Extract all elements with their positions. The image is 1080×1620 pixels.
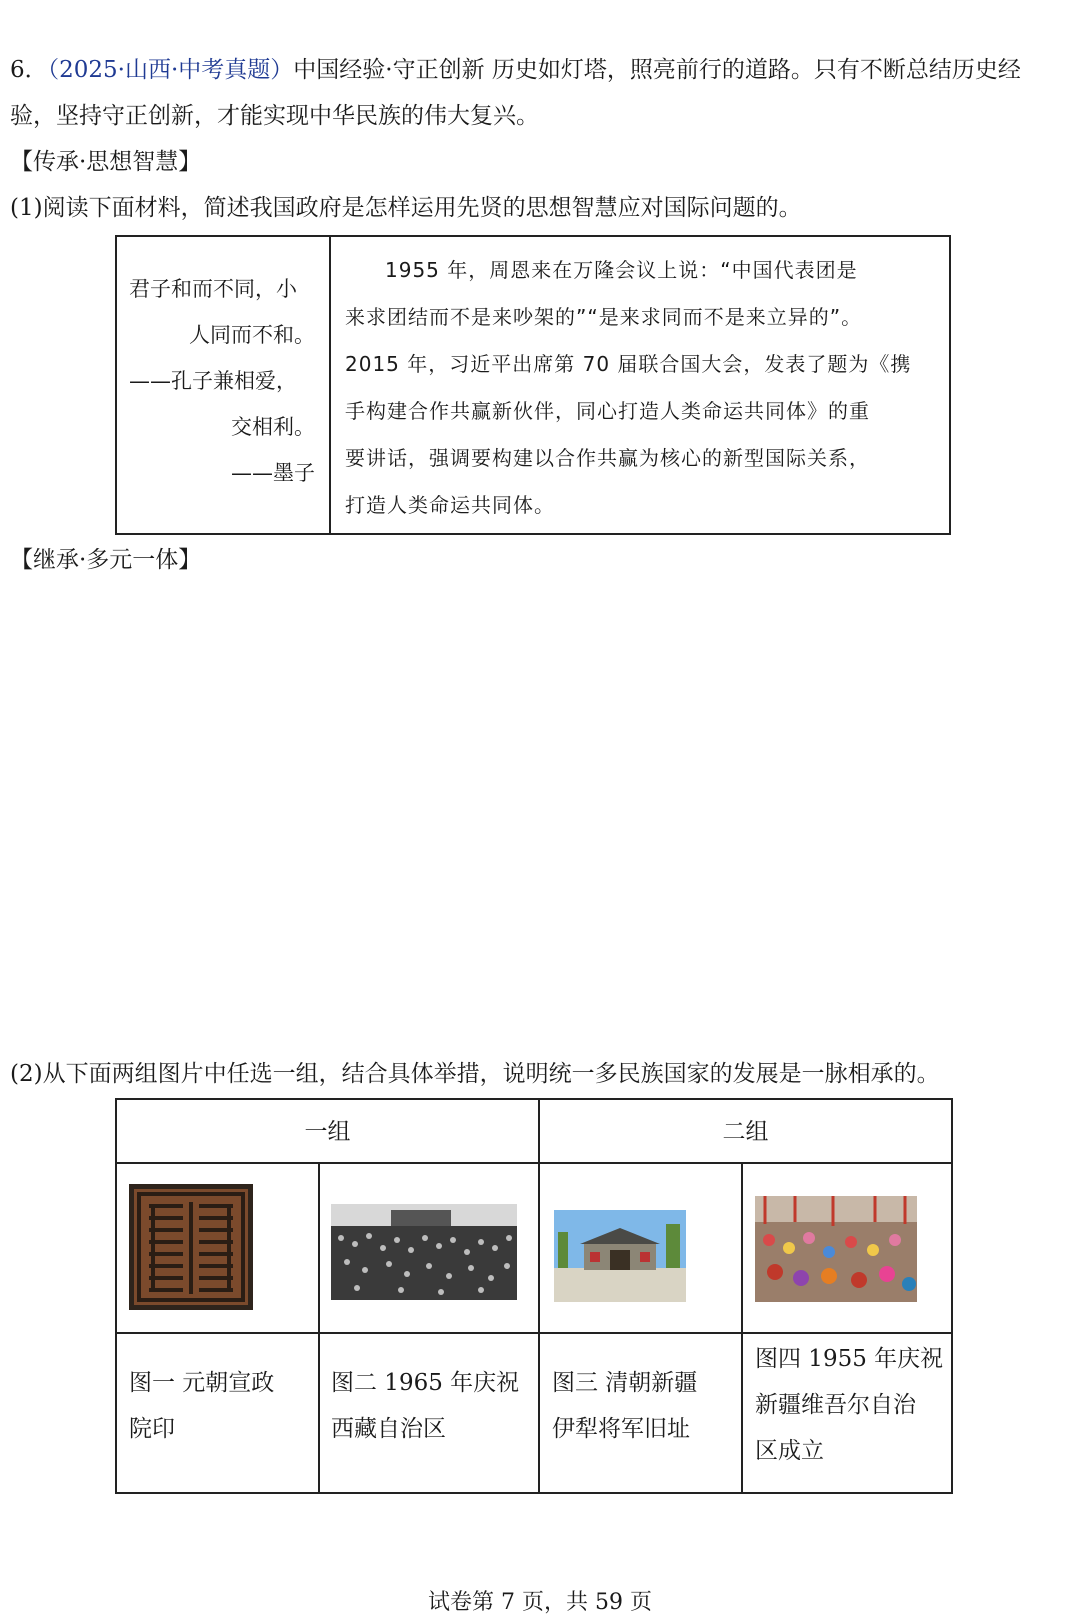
question-line-1 — [10, 50, 1021, 90]
material-line: 打造人类命运共同体。 — [345, 493, 555, 517]
question-intro-2: 验，坚持守正创新，才能实现中华民族的伟大复兴。 — [10, 103, 539, 129]
material-line: 要讲话，强调要构建以合作共赢为核心的新型国际关系， — [345, 446, 870, 470]
material-cell — [331, 237, 949, 533]
material-line: 1955 年，周恩来在万隆会议上说：“中国代表团是 — [385, 258, 858, 282]
section-heading-1: 【传承·思想智慧】 — [10, 149, 202, 175]
material-line: 来求团结而不是来吵架的”“是来求同而不是来立异的”。 — [345, 305, 863, 329]
group-2-header: 二组 — [722, 1119, 769, 1145]
caption-figure-2: 图二 1965 年庆祝 西藏自治区 — [331, 1370, 520, 1442]
material-line: 手构建合作共赢新伙伴，同心打造人类命运共同体》的重 — [345, 399, 870, 423]
material-line: 2015 年，习近平出席第 70 届联合国大会，发表了题为《携 — [345, 352, 912, 376]
question-prompt-2: (2)从下面两组图片中任选一组，结合具体举措，说明统一多民族国家的发展是一脉相承的。 — [10, 1061, 940, 1087]
question-number: 6． — [10, 57, 48, 83]
question-source: （2025·山西·中考真题） — [47, 57, 294, 83]
caption-figure-1: 图一 元朝宣政 院印 — [129, 1370, 275, 1442]
quote-line: 交相利。 — [231, 415, 315, 439]
section-heading-2: 【继承·多元一体】 — [10, 547, 202, 573]
xinjiang-celebration-image — [755, 1196, 917, 1302]
group-1-header: 一组 — [304, 1119, 351, 1145]
tibet-celebration-image — [331, 1204, 517, 1300]
quote-line: 君子和而不同，小 — [129, 277, 297, 301]
question-intro-1: 中国经验·守正创新 历史如灯塔，照亮前行的道路。只有不断总结历史经 — [293, 57, 1021, 83]
quote-line: ——孔子兼相爱， — [129, 369, 297, 393]
quote-line: 人同而不和。 — [189, 323, 315, 347]
material-table — [115, 235, 951, 535]
yili-general-office-image — [554, 1210, 686, 1302]
quote-line: ——墨子 — [231, 461, 315, 485]
seal-image — [129, 1184, 253, 1310]
image-table — [115, 1098, 953, 1494]
page-footer: 试卷第 7 页，共 59 页 — [428, 1590, 652, 1615]
question-prompt-1: (1)阅读下面材料，简述我国政府是怎样运用先贤的思想智慧应对国际问题的。 — [10, 195, 802, 221]
quote-cell — [117, 237, 331, 533]
caption-figure-3: 图三 清朝新疆 伊犁将军旧址 — [552, 1370, 698, 1442]
caption-figure-4: 图四 1955 年庆祝 新疆维吾尔自治 区成立 — [755, 1346, 944, 1464]
